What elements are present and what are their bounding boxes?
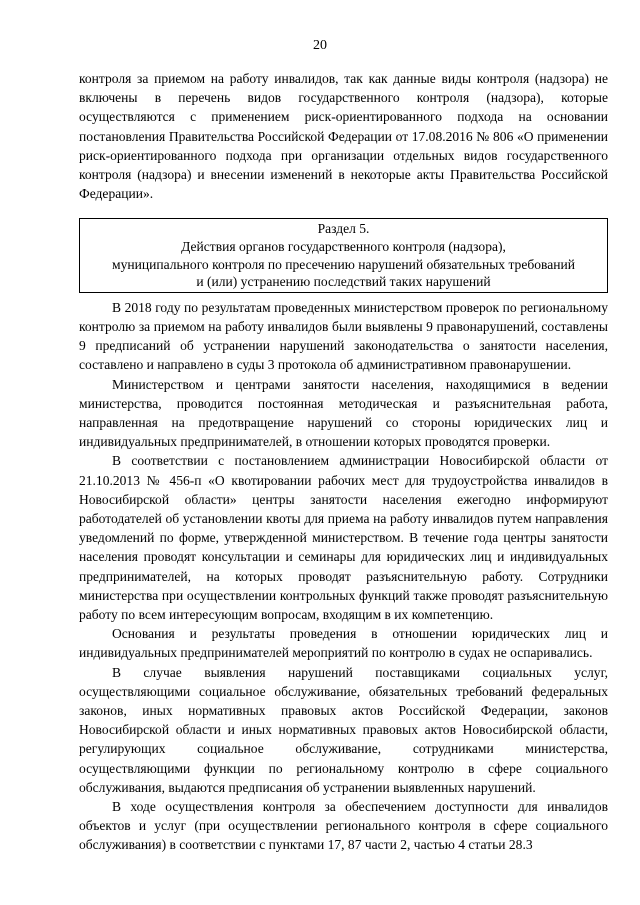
body-paragraph: В соответствии с постановлением администрации Новосибирской области от 21.10.2013 № 456-п «О квотировании рабочих мест для трудоустройства инвалидов в Новосибирской области» центры занятости населения ежегодно информируют работодателей об установлении квоты для приема на работу инвалидов путем направления уведомлений по форме, утвержденной министерством. В течение года центры занятости населения проводят консультации и семинары для юридических лиц и индивидуальных предпринимателей, на которых проводят разъяснительную работу. Сотрудники министерства при осуществлении контрольных функций также проводят разъяснительную работу по всем интересующим вопросам, входящим в их компетенцию. xyxy=(79,453,608,623)
body-paragraph: В ходе осуществления контроля за обеспечением доступности для инвалидов объектов и услуг (при осуществлении регионального контроля в сфере социального обслуживания) в соответствии с пунктами 17, 87 части 2, частью 4 статьи 28.3 xyxy=(79,799,608,853)
body-paragraph: Министерством и центрами занятости населения, находящимися в ведении министерства, проводится постоянная методическая и разъяснительная работа, направленная на предотвращение нарушений со стороны юридических лиц и индивидуальных предпринимателей, в отношении которых проводятся проверки. xyxy=(79,376,608,450)
body-paragraph: В 2018 году по результатам проведенных министерством проверок по региональному контролю за приемом на работу инвалидов были выявлены 9 правонарушений, составлены 9 предписаний об устранении нарушений законодательства о занятости населения, составлено и направлено в суды 3 протокола об административном правонарушении. xyxy=(79,299,608,373)
intro-paragraph: контроля за приемом на работу инвалидов, так как данные виды контроля (надзора) не включены в перечень видов государственного контроля (надзора), которые осуществляются с применением риск-ориентированного подхода на основании постановления Правительства Российской Федерации от 17.08.2016 № 806 «О применении риск-ориентированного подхода при организации отдельных видов государственного контроля (надзора) и внесении изменений в некоторые акты Правительства Российской Федерации». xyxy=(79,71,608,202)
body-paragraph: В случае выявления нарушений поставщиками социальных услуг, осуществляющими социальное обслуживание, обязательных требований федеральных законов, иных нормативных правовых актов Российской Федерации, законов Новосибирской области и иных нормативных правовых актов Новосибирской области, регулирующих социальное обслуживание, сотрудниками министерства, осуществляющими функции по региональному контролю в сфере социального обслуживания, выдаются предписания об устранении выявленных нарушений. xyxy=(79,664,608,795)
section-title: Раздел 5. xyxy=(317,221,370,237)
section-heading-box xyxy=(79,218,608,292)
section-heading-line: Действия органов государственного контроля (надзора), xyxy=(181,239,506,255)
document-body xyxy=(79,69,608,855)
page-number: 20 xyxy=(313,38,327,53)
section-heading-line: муниципального контроля по пресечению нарушений обязательных требований xyxy=(112,256,575,272)
section-heading-line: и (или) устранению последствий таких нарушений xyxy=(196,274,491,290)
body-paragraph: Основания и результаты проведения в отношении юридических лиц и индивидуальных предпринимателей мероприятий по контролю в судах не оспаривались. xyxy=(79,626,608,661)
